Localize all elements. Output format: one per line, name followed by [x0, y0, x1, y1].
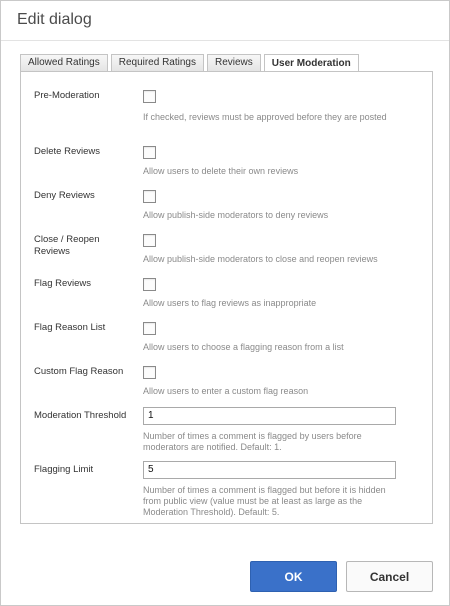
- ok-button[interactable]: OK: [250, 561, 337, 592]
- close-reopen-reviews-hint: Allow publish-side moderators to close and reopen reviews: [143, 254, 378, 264]
- custom-flag-reason-checkbox[interactable]: [143, 366, 156, 379]
- delete-reviews-hint: Allow users to delete their own reviews: [143, 166, 299, 176]
- deny-reviews-label: Deny Reviews: [34, 190, 95, 201]
- moderation-threshold-label: Moderation Threshold: [34, 410, 127, 421]
- cancel-button[interactable]: Cancel: [346, 561, 433, 592]
- flag-reviews-checkbox[interactable]: [143, 278, 156, 291]
- pre-moderation-hint: If checked, reviews must be approved before they are posted: [143, 112, 387, 122]
- pre-moderation-label: Pre-Moderation: [34, 90, 100, 101]
- deny-reviews-hint: Allow publish-side moderators to deny reviews: [143, 210, 329, 220]
- tab-user-moderation[interactable]: User Moderation: [264, 54, 359, 72]
- dialog-title: Edit dialog: [17, 11, 92, 28]
- custom-flag-reason-label: Custom Flag Reason: [34, 366, 124, 377]
- delete-reviews-checkbox[interactable]: [143, 146, 156, 159]
- flagging-limit-hint: Number of times a comment is flagged but before it is hidden from public view (value must be at least as large as the Moderation Threshold). Default: 5.: [143, 485, 386, 517]
- tab-allowed-ratings[interactable]: Allowed Ratings: [20, 54, 108, 71]
- flag-reviews-label: Flag Reviews: [34, 278, 92, 289]
- moderation-threshold-hint: Number of times a comment is flagged by users before moderators are notified. Default: 1.: [143, 431, 362, 452]
- close-reopen-reviews-checkbox[interactable]: [143, 234, 156, 247]
- tab-bar: [20, 53, 362, 71]
- title-divider: [1, 40, 449, 41]
- pre-moderation-checkbox[interactable]: [143, 90, 156, 103]
- flag-reason-list-checkbox[interactable]: [143, 322, 156, 335]
- tab-required-ratings[interactable]: Required Ratings: [111, 54, 204, 71]
- flag-reviews-hint: Allow users to flag reviews as inappropriate: [143, 298, 317, 308]
- flag-reason-list-label: Flag Reason List: [34, 322, 106, 333]
- moderation-threshold-input[interactable]: 1: [143, 407, 396, 425]
- flagging-limit-label: Flagging Limit: [34, 464, 94, 475]
- flagging-limit-input[interactable]: 5: [143, 461, 396, 479]
- deny-reviews-checkbox[interactable]: [143, 190, 156, 203]
- custom-flag-reason-hint: Allow users to enter a custom flag reason: [143, 386, 309, 396]
- tab-reviews[interactable]: Reviews: [207, 54, 261, 71]
- user-moderation-panel: [20, 71, 433, 524]
- flag-reason-list-hint: Allow users to choose a flagging reason from a list: [143, 342, 344, 352]
- delete-reviews-label: Delete Reviews: [34, 146, 100, 157]
- close-reopen-reviews-label: Close / Reopen Reviews: [34, 234, 100, 257]
